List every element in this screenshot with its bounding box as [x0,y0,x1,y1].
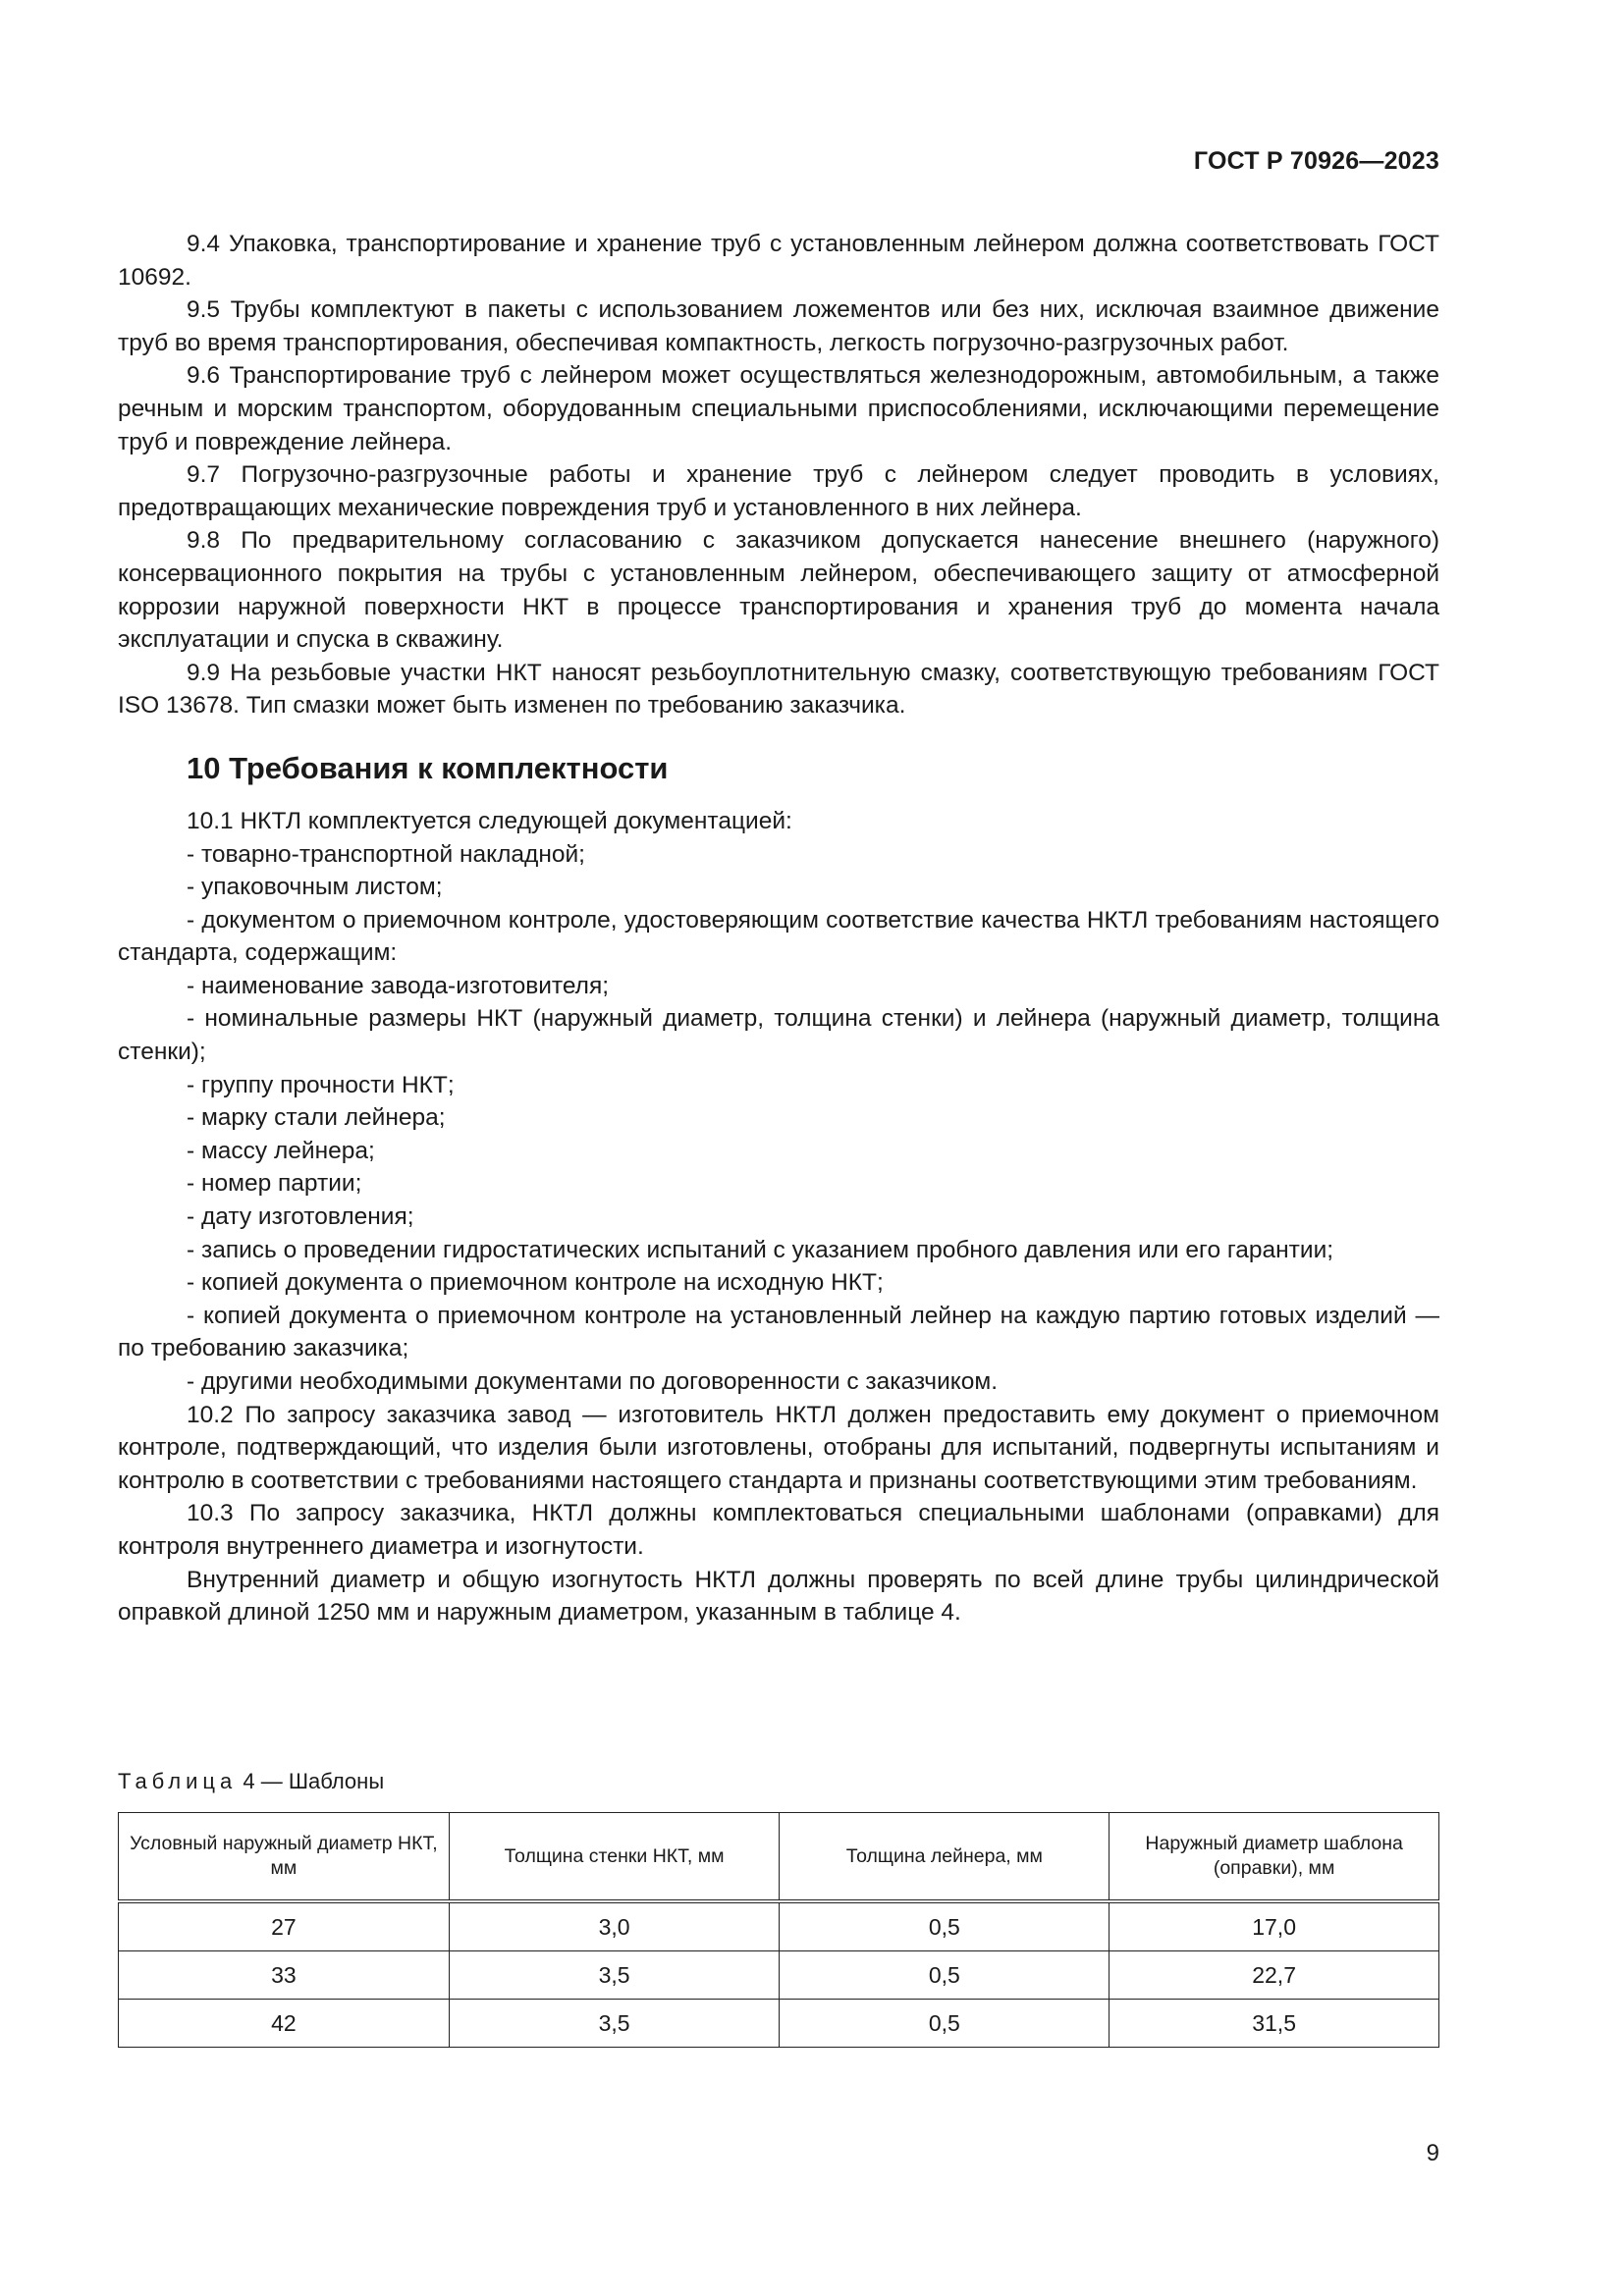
table-caption-title: 4 — Шаблоны [237,1769,385,1793]
table-row [119,2000,1439,2048]
page-number: 9 [1426,2140,1439,2166]
list-item: - другими необходимыми документами по договоренности с заказчиком. [187,1368,999,1395]
list-item: - дату изготовления; [187,1203,414,1231]
table-cell: 0,5 [780,1901,1110,1951]
paragraph-10-1: 10.1 НКТЛ комплектуется следующей документацией: [187,807,792,834]
paragraph-9-4: 9.4 Упаковка, транспортирование и хранение труб с установленным лейнером должна соответствовать ГОСТ 10692. [118,231,1439,291]
table-header-row [119,1813,1439,1902]
list-item: - наименование завода-изготовителя; [187,972,610,999]
list-item: - номинальные размеры НКТ (наружный диаметр, толщина стенки) и лейнера (наружный диаметр, толщина стенки); [118,1005,1439,1066]
table-cell: 3,5 [449,2000,780,2048]
table-cell: 0,5 [780,2000,1110,2048]
list-item: - товарно-транспортной накладной; [187,840,585,868]
table-caption-label: Таблица [118,1769,238,1793]
paragraph-10-3-cont: Внутренний диаметр и общую изогнутость НКТЛ должны проверять по всей длине трубы цилиндрической оправкой длиной 1250 мм и наружным диаметром, указанным в таблице 4. [118,1566,1439,1627]
paragraph-10-3: 10.3 По запросу заказчика, НКТЛ должны комплектоваться специальными шаблонами (оправками) для контроля внутреннего диаметра и изогнутости. [118,1500,1439,1560]
paragraph-9-7: 9.7 Погрузочно-разгрузочные работы и хранение труб с лейнером следует проводить в условиях, предотвращающих механические повреждения труб и установленного в них лейнера. [118,461,1439,521]
table-cell: 42 [119,2000,450,2048]
table-cell: 17,0 [1110,1901,1439,1951]
table-cell: 0,5 [780,1951,1110,2000]
column-header: Условный наружный диаметр НКТ, мм [119,1813,450,1902]
list-item: - группу прочности НКТ; [187,1071,455,1098]
standard-code: ГОСТ Р 70926—2023 [1193,147,1439,175]
table-cell: 27 [119,1901,450,1951]
column-header: Толщина лейнера, мм [780,1813,1110,1902]
list-item: - номер партии; [187,1170,362,1198]
list-item: - документом о приемочном контроле, удостоверяющим соответствие качества НКТЛ требованиям настоящего стандарта, содержащим: [118,906,1439,967]
list-item: - массу лейнера; [187,1137,375,1164]
paragraph-9-9: 9.9 На резьбовые участки НКТ наносят резьбоуплотнительную смазку, соответствующую требованиям ГОСТ ISO 13678. Тип смазки может быть изменен по требованию заказчика. [118,659,1439,720]
paragraph-9-5: 9.5 Трубы комплектуют в пакеты с использованием ложементов или без них, исключая взаимное движение труб во время транспортирования, обеспечивая компактность, легкость погрузочно-разгрузочных работ. [118,296,1439,356]
table-cell: 33 [119,1951,450,2000]
paragraph-9-6: 9.6 Транспортирование труб с лейнером может осуществляться железнодорожным, автомобильным, а также речным и морским транспортом, оборудованным специальными приспособлениями, исключающими перемещение труб и повреждение лейнера. [118,362,1439,455]
section-10-heading: 10 Требования к комплектности [187,750,669,785]
table-cell: 22,7 [1110,1951,1439,2000]
templates-table [118,1812,1439,2048]
paragraph-9-8: 9.8 По предварительному согласованию с заказчиком допускается нанесение внешнего (наружного) консервационного покрытия на трубы с установленным лейнером, обеспечивающего защиту от атмосферной коррозии наружной поверхности НКТ в процессе транспортирования и хранения труб до момента начала эксплуатации и спуска в скважину. [118,527,1439,654]
list-item: - запись о проведении гидростатических испытаний с указанием пробного давления или его гарантии; [187,1236,1334,1263]
table-row [119,1901,1439,1951]
paragraph-10-2: 10.2 По запросу заказчика завод — изготовитель НКТЛ должен предоставить ему документ о приемочном контроле, подтверждающий, что изделия были изготовлены, отобраны для испытаний, подвергнуты испытаниям и контролю в соответствии с требованиями настоящего стандарта и признаны соответствующими этим требованиям. [118,1401,1439,1494]
table-cell: 31,5 [1110,2000,1439,2048]
table-row [119,1951,1439,2000]
body-text [118,228,1439,1629]
document-page [118,0,1439,2296]
table-caption [118,1769,384,1794]
column-header: Толщина стенки НКТ, мм [449,1813,780,1902]
table-cell: 3,5 [449,1951,780,2000]
column-header: Наружный диаметр шаблона (оправки), мм [1110,1813,1439,1902]
list-item: - упаковочным листом; [187,874,443,901]
table-cell: 3,0 [449,1901,780,1951]
list-item: - копией документа о приемочном контроле на исходную НКТ; [187,1269,884,1297]
list-item: - копией документа о приемочном контроле на установленный лейнер на каждую партию готовых изделий — по требованию заказчика; [118,1302,1439,1362]
list-item: - марку стали лейнера; [187,1104,446,1132]
